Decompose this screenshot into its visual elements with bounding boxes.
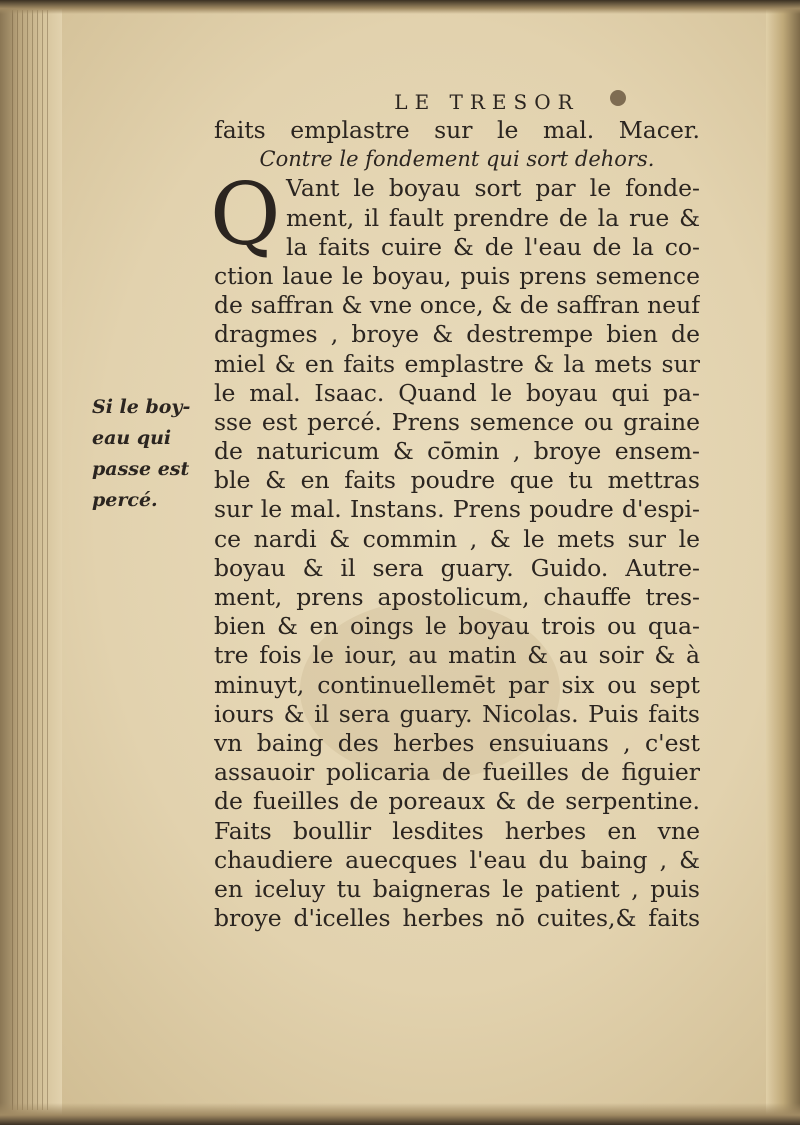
text-line: vn baing des herbes ensuiuans , c'est: [214, 728, 700, 757]
bottom-edge: [0, 1103, 800, 1125]
text-line: de fueilles de poreaux & de serpentine.: [214, 787, 700, 816]
text-line: ble & en faits poudre que tu mettras: [214, 466, 700, 495]
marginal-note-line: eau qui: [92, 427, 172, 449]
text-line: miel & en faits emplastre & la mets sur: [214, 349, 700, 378]
drop-cap-paragraph: [210, 165, 700, 266]
text-line: dragmes , broye & destrempe bien de: [214, 320, 700, 349]
text-line: boyau & il sera guary. Guido. Autre-: [214, 553, 700, 582]
text-line: minuyt, continuellemēt par six ou sept: [214, 670, 700, 699]
text-line: broye d'icelles herbes nō cuites,& faits: [214, 904, 700, 933]
text-line: ce nardi & commin , & le mets sur le: [214, 524, 700, 553]
text-line: la faits cuire & de l'eau de la co-: [286, 232, 700, 261]
text-line: faits emplastre sur le mal. Macer.: [214, 116, 700, 144]
right-page-edge: [766, 0, 800, 1125]
text-line: sur le mal. Instans. Prens poudre d'espi-: [214, 495, 700, 524]
marginal-note-line: percé.: [92, 489, 158, 511]
text-line: Vant le boyau sort par le fonde-: [286, 174, 700, 203]
marginal-note: [92, 392, 202, 516]
marginal-note-line: passe est: [92, 458, 190, 480]
section-heading: Contre le fondement qui sort dehors.: [259, 147, 655, 172]
stacked-page-edges: [12, 10, 52, 1110]
text-line: en iceluy tu baigneras le patient , puis: [214, 874, 700, 903]
text-line: bien & en oings le boyau trois ou qua-: [214, 612, 700, 641]
text-line: de naturicum & cōmin , broye ensem-: [214, 437, 700, 466]
text-line: chaudiere auecques l'eau du baing , &: [214, 845, 700, 874]
text-line: de saffran & vne once, & de saffran neuf: [214, 291, 700, 320]
running-head: LE TRESOR: [394, 90, 580, 114]
text-line: sse est percé. Prens semence ou graine: [214, 407, 700, 436]
text-line: le mal. Isaac. Quand le boyau qui pa-: [214, 378, 700, 407]
main-text: [210, 88, 700, 933]
text-line: assauoir policaria de fueilles de figuier: [214, 758, 700, 787]
text-line: tre fois le iour, au matin & au soir & à: [214, 641, 700, 670]
marginal-note-line: Si le boy-: [92, 396, 191, 418]
text-line: ment, il fault prendre de la rue &: [286, 203, 700, 232]
top-edge: [0, 0, 800, 14]
text-line: ment, prens apostolicum, chauffe tres-: [214, 583, 700, 611]
text-line: iours & il sera guary. Nicolas. Puis faits: [214, 699, 700, 728]
text-line: ction laue le boyau, puis prens semence: [214, 261, 700, 290]
drop-cap: Q: [210, 165, 281, 266]
text-line: Faits boullir lesdites herbes en vne: [214, 816, 700, 845]
